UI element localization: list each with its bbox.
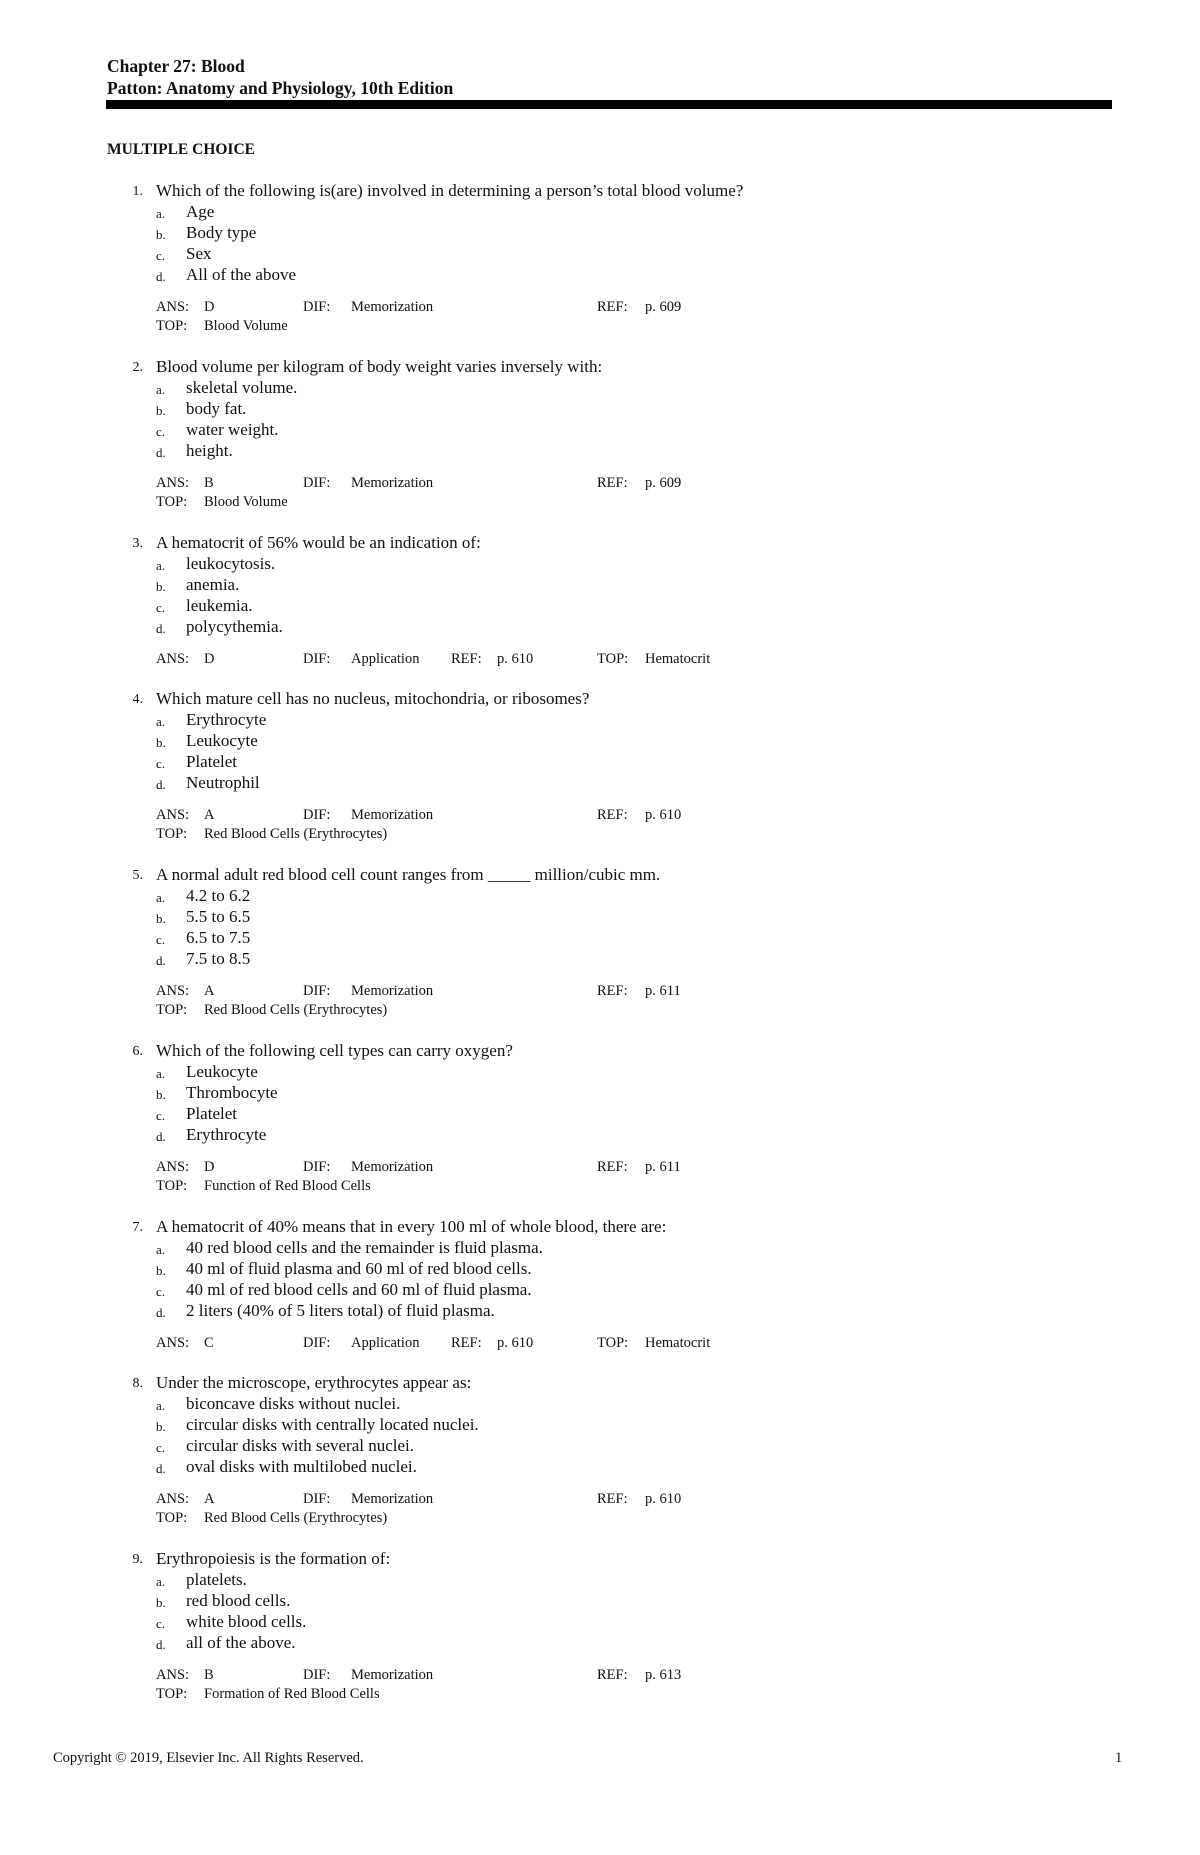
option-text: circular disks with centrally located nuclei. xyxy=(186,1415,479,1434)
dif-label: DIF: xyxy=(303,1335,331,1351)
question-number: 6. xyxy=(132,1044,143,1059)
ref-label: REF: xyxy=(597,299,628,315)
difficulty: Memorization xyxy=(351,475,434,491)
topic-meta xyxy=(107,317,1107,336)
option-text: white blood cells. xyxy=(186,1612,307,1631)
topic-meta xyxy=(107,825,1107,844)
dif-label: DIF: xyxy=(303,651,331,667)
question-text: Erythropoiesis is the formation of: xyxy=(156,1549,391,1568)
answer-key: B xyxy=(204,475,214,491)
option-letter: c. xyxy=(156,600,166,615)
top-label: TOP: xyxy=(156,1178,188,1194)
answer-meta xyxy=(107,650,1107,669)
answer-option xyxy=(107,1300,1107,1321)
question-2 xyxy=(107,356,1107,512)
option-text: Erythrocyte xyxy=(186,1125,267,1144)
option-text: Erythrocyte xyxy=(186,710,267,729)
difficulty: Memorization xyxy=(351,983,434,999)
answer-option xyxy=(107,201,1107,222)
topic-meta xyxy=(107,1177,1107,1196)
option-letter: d. xyxy=(156,621,166,636)
answer-meta xyxy=(107,806,1107,825)
topic: Hematocrit xyxy=(645,1335,711,1351)
answer-option xyxy=(107,1590,1107,1611)
question-text: Under the microscope, erythrocytes appear as: xyxy=(156,1373,472,1392)
option-letter: b. xyxy=(156,227,166,242)
answer-option xyxy=(107,222,1107,243)
topic: Blood Volume xyxy=(204,318,288,334)
answer-option xyxy=(107,1393,1107,1414)
option-text: Leukocyte xyxy=(186,731,258,750)
answer-meta xyxy=(107,1490,1107,1509)
ans-label: ANS: xyxy=(156,1491,190,1507)
option-text: oval disks with multilobed nuclei. xyxy=(186,1457,417,1476)
option-letter: a. xyxy=(156,1398,166,1413)
answer-option xyxy=(107,1103,1107,1124)
option-letter: c. xyxy=(156,1284,166,1299)
option-text: red blood cells. xyxy=(186,1591,291,1610)
chapter-title: Chapter 27: Blood xyxy=(107,56,245,76)
question-stem xyxy=(107,356,1107,377)
question-text: Blood volume per kilogram of body weight varies inversely with: xyxy=(156,357,603,376)
ref-label: REF: xyxy=(597,807,628,823)
option-text: leukocytosis. xyxy=(186,554,276,573)
difficulty: Memorization xyxy=(351,1667,434,1683)
dif-label: DIF: xyxy=(303,983,331,999)
answer-option xyxy=(107,440,1107,461)
top-label: TOP: xyxy=(597,651,629,667)
option-letter: c. xyxy=(156,1616,166,1631)
section-title: MULTIPLE CHOICE xyxy=(107,141,255,158)
option-letter: a. xyxy=(156,714,166,729)
ref-label: REF: xyxy=(597,983,628,999)
copyright-notice: Copyright © 2019, Elsevier Inc. All Rights Reserved. xyxy=(53,1750,364,1766)
option-text: Sex xyxy=(186,244,212,263)
option-letter: d. xyxy=(156,1461,166,1476)
option-text: 5.5 to 6.5 xyxy=(186,907,251,926)
top-label: TOP: xyxy=(156,1002,188,1018)
answer-option xyxy=(107,1061,1107,1082)
difficulty: Application xyxy=(351,651,420,667)
answer-option xyxy=(107,1632,1107,1653)
answer-key: A xyxy=(204,807,215,823)
option-text: Platelet xyxy=(186,752,237,771)
answer-meta xyxy=(107,982,1107,1001)
option-letter: a. xyxy=(156,1066,166,1081)
answer-key: D xyxy=(204,299,215,315)
option-text: Leukocyte xyxy=(186,1062,258,1081)
question-stem xyxy=(107,688,1107,709)
option-letter: d. xyxy=(156,1129,166,1144)
answer-option xyxy=(107,616,1107,637)
option-text: Age xyxy=(186,202,215,221)
top-label: TOP: xyxy=(156,826,188,842)
answer-option xyxy=(107,1124,1107,1145)
reference-page: p. 611 xyxy=(645,1159,681,1175)
option-letter: c. xyxy=(156,1440,166,1455)
option-letter: a. xyxy=(156,382,166,397)
question-number: 7. xyxy=(132,1220,143,1235)
option-text: water weight. xyxy=(186,420,279,439)
option-letter: b. xyxy=(156,403,166,418)
answer-option xyxy=(107,730,1107,751)
option-text: skeletal volume. xyxy=(186,378,298,397)
question-text: Which of the following is(are) involved in determining a person’s total blood volume? xyxy=(156,181,744,200)
option-text: leukemia. xyxy=(186,596,253,615)
ref-label: REF: xyxy=(451,651,482,667)
top-label: TOP: xyxy=(597,1335,629,1351)
question-9 xyxy=(107,1548,1107,1704)
ref-label: REF: xyxy=(597,475,628,491)
option-text: height. xyxy=(186,441,233,460)
answer-option xyxy=(107,1569,1107,1590)
question-number: 4. xyxy=(132,692,143,707)
option-text: Neutrophil xyxy=(186,773,260,792)
option-text: anemia. xyxy=(186,575,240,594)
ans-label: ANS: xyxy=(156,1667,190,1683)
option-text: body fat. xyxy=(186,399,247,418)
option-text: 6.5 to 7.5 xyxy=(186,928,251,947)
option-text: Body type xyxy=(186,223,257,242)
ref-label: REF: xyxy=(597,1491,628,1507)
option-letter: b. xyxy=(156,579,166,594)
option-text: Platelet xyxy=(186,1104,237,1123)
reference-page: p. 610 xyxy=(645,807,682,823)
answer-option xyxy=(107,553,1107,574)
answer-meta xyxy=(107,1158,1107,1177)
top-label: TOP: xyxy=(156,1510,188,1526)
dif-label: DIF: xyxy=(303,1491,331,1507)
option-letter: b. xyxy=(156,1595,166,1610)
option-text: circular disks with several nuclei. xyxy=(186,1436,415,1455)
option-letter: b. xyxy=(156,1419,166,1434)
ans-label: ANS: xyxy=(156,983,190,999)
dif-label: DIF: xyxy=(303,299,331,315)
answer-option xyxy=(107,595,1107,616)
answer-option xyxy=(107,419,1107,440)
ref-label: REF: xyxy=(597,1159,628,1175)
option-letter: b. xyxy=(156,911,166,926)
answer-meta xyxy=(107,1334,1107,1353)
topic: Function of Red Blood Cells xyxy=(204,1178,371,1194)
question-8 xyxy=(107,1372,1107,1528)
difficulty: Memorization xyxy=(351,1491,434,1507)
difficulty: Memorization xyxy=(351,807,434,823)
answer-option xyxy=(107,1237,1107,1258)
top-label: TOP: xyxy=(156,494,188,510)
answer-option xyxy=(107,1279,1107,1300)
option-letter: a. xyxy=(156,1574,166,1589)
question-7 xyxy=(107,1216,1107,1353)
topic: Red Blood Cells (Erythrocytes) xyxy=(204,1510,388,1526)
option-letter: d. xyxy=(156,269,166,284)
option-text: 40 ml of red blood cells and 60 ml of fluid plasma. xyxy=(186,1280,532,1299)
dif-label: DIF: xyxy=(303,475,331,491)
topic-meta xyxy=(107,1001,1107,1020)
topic-meta xyxy=(107,1509,1107,1528)
answer-key: D xyxy=(204,651,215,667)
difficulty: Memorization xyxy=(351,299,434,315)
answer-key: B xyxy=(204,1667,214,1683)
question-text: A normal adult red blood cell count ranges from _____ million/cubic mm. xyxy=(156,865,661,884)
option-letter: a. xyxy=(156,558,166,573)
ans-label: ANS: xyxy=(156,475,190,491)
answer-option xyxy=(107,243,1107,264)
question-stem xyxy=(107,532,1107,553)
answer-option xyxy=(107,1258,1107,1279)
question-stem xyxy=(107,1548,1107,1569)
answer-meta xyxy=(107,298,1107,317)
answer-option xyxy=(107,1082,1107,1103)
ref-label: REF: xyxy=(597,1667,628,1683)
answer-key: D xyxy=(204,1159,215,1175)
answer-option xyxy=(107,398,1107,419)
option-text: 7.5 to 8.5 xyxy=(186,949,251,968)
difficulty: Application xyxy=(351,1335,420,1351)
question-number: 5. xyxy=(132,868,143,883)
answer-key: A xyxy=(204,1491,215,1507)
reference-page: p. 609 xyxy=(645,475,682,491)
option-text: 2 liters (40% of 5 liters total) of fluid plasma. xyxy=(186,1301,495,1320)
option-letter: a. xyxy=(156,206,166,221)
difficulty: Memorization xyxy=(351,1159,434,1175)
reference-page: p. 610 xyxy=(497,1335,534,1351)
reference-page: p. 610 xyxy=(645,1491,682,1507)
question-stem xyxy=(107,1216,1107,1237)
option-letter: b. xyxy=(156,1087,166,1102)
reference-page: p. 611 xyxy=(645,983,681,999)
option-text: platelets. xyxy=(186,1570,247,1589)
option-text: 4.2 to 6.2 xyxy=(186,886,251,905)
question-text: Which mature cell has no nucleus, mitochondria, or ribosomes? xyxy=(156,689,590,708)
topic: Formation of Red Blood Cells xyxy=(204,1686,380,1702)
dif-label: DIF: xyxy=(303,807,331,823)
option-letter: d. xyxy=(156,777,166,792)
answer-meta xyxy=(107,474,1107,493)
question-number: 8. xyxy=(132,1376,143,1391)
answer-option xyxy=(107,377,1107,398)
answer-option xyxy=(107,709,1107,730)
question-4 xyxy=(107,688,1107,844)
option-letter: b. xyxy=(156,1263,166,1278)
option-text: Thrombocyte xyxy=(186,1083,278,1102)
answer-option xyxy=(107,264,1107,285)
dif-label: DIF: xyxy=(303,1159,331,1175)
ref-label: REF: xyxy=(451,1335,482,1351)
option-letter: d. xyxy=(156,953,166,968)
answer-meta xyxy=(107,1666,1107,1685)
question-6 xyxy=(107,1040,1107,1196)
answer-option xyxy=(107,1435,1107,1456)
topic: Red Blood Cells (Erythrocytes) xyxy=(204,826,388,842)
answer-option xyxy=(107,1414,1107,1435)
answer-option xyxy=(107,574,1107,595)
dif-label: DIF: xyxy=(303,1667,331,1683)
topic: Hematocrit xyxy=(645,651,711,667)
book-title: Patton: Anatomy and Physiology, 10th Edition xyxy=(107,78,454,98)
answer-option xyxy=(107,927,1107,948)
ans-label: ANS: xyxy=(156,299,190,315)
answer-option xyxy=(107,772,1107,793)
option-letter: c. xyxy=(156,248,166,263)
header-rule xyxy=(106,100,1112,109)
question-stem xyxy=(107,864,1107,885)
top-label: TOP: xyxy=(156,1686,188,1702)
reference-page: p. 609 xyxy=(645,299,682,315)
question-5 xyxy=(107,864,1107,1020)
ans-label: ANS: xyxy=(156,807,190,823)
question-number: 9. xyxy=(132,1552,143,1567)
question-number: 3. xyxy=(132,536,143,551)
ans-label: ANS: xyxy=(156,651,190,667)
option-letter: b. xyxy=(156,735,166,750)
option-text: polycythemia. xyxy=(186,617,283,636)
answer-option xyxy=(107,1456,1107,1477)
option-letter: c. xyxy=(156,756,166,771)
question-stem xyxy=(107,180,1107,201)
ans-label: ANS: xyxy=(156,1159,190,1175)
question-text: A hematocrit of 56% would be an indication of: xyxy=(156,533,481,552)
ans-label: ANS: xyxy=(156,1335,190,1351)
question-stem xyxy=(107,1372,1107,1393)
answer-option xyxy=(107,885,1107,906)
answer-key: C xyxy=(204,1335,214,1351)
question-text: A hematocrit of 40% means that in every 100 ml of whole blood, there are: xyxy=(156,1217,667,1236)
answer-option xyxy=(107,948,1107,969)
page-header xyxy=(107,55,453,99)
option-text: biconcave disks without nuclei. xyxy=(186,1394,401,1413)
option-text: All of the above xyxy=(186,265,296,284)
option-letter: c. xyxy=(156,932,166,947)
question-text: Which of the following cell types can carry oxygen? xyxy=(156,1041,513,1060)
question-3 xyxy=(107,532,1107,669)
option-letter: a. xyxy=(156,1242,166,1257)
question-number: 1. xyxy=(132,184,143,199)
topic: Red Blood Cells (Erythrocytes) xyxy=(204,1002,388,1018)
answer-option xyxy=(107,751,1107,772)
answer-option xyxy=(107,906,1107,927)
option-letter: c. xyxy=(156,1108,166,1123)
question-1 xyxy=(107,180,1107,336)
topic-meta xyxy=(107,493,1107,512)
topic-meta xyxy=(107,1685,1107,1704)
reference-page: p. 610 xyxy=(497,651,534,667)
option-letter: d. xyxy=(156,1305,166,1320)
question-number: 2. xyxy=(132,360,143,375)
option-text: all of the above. xyxy=(186,1633,296,1652)
option-letter: c. xyxy=(156,424,166,439)
option-letter: d. xyxy=(156,1637,166,1652)
page-number: 1 xyxy=(1115,1750,1123,1766)
top-label: TOP: xyxy=(156,318,188,334)
question-stem xyxy=(107,1040,1107,1061)
option-text: 40 red blood cells and the remainder is fluid plasma. xyxy=(186,1238,543,1257)
option-text: 40 ml of fluid plasma and 60 ml of red blood cells. xyxy=(186,1259,532,1278)
answer-option xyxy=(107,1611,1107,1632)
answer-key: A xyxy=(204,983,215,999)
option-letter: d. xyxy=(156,445,166,460)
option-letter: a. xyxy=(156,890,166,905)
topic: Blood Volume xyxy=(204,494,288,510)
reference-page: p. 613 xyxy=(645,1667,682,1683)
